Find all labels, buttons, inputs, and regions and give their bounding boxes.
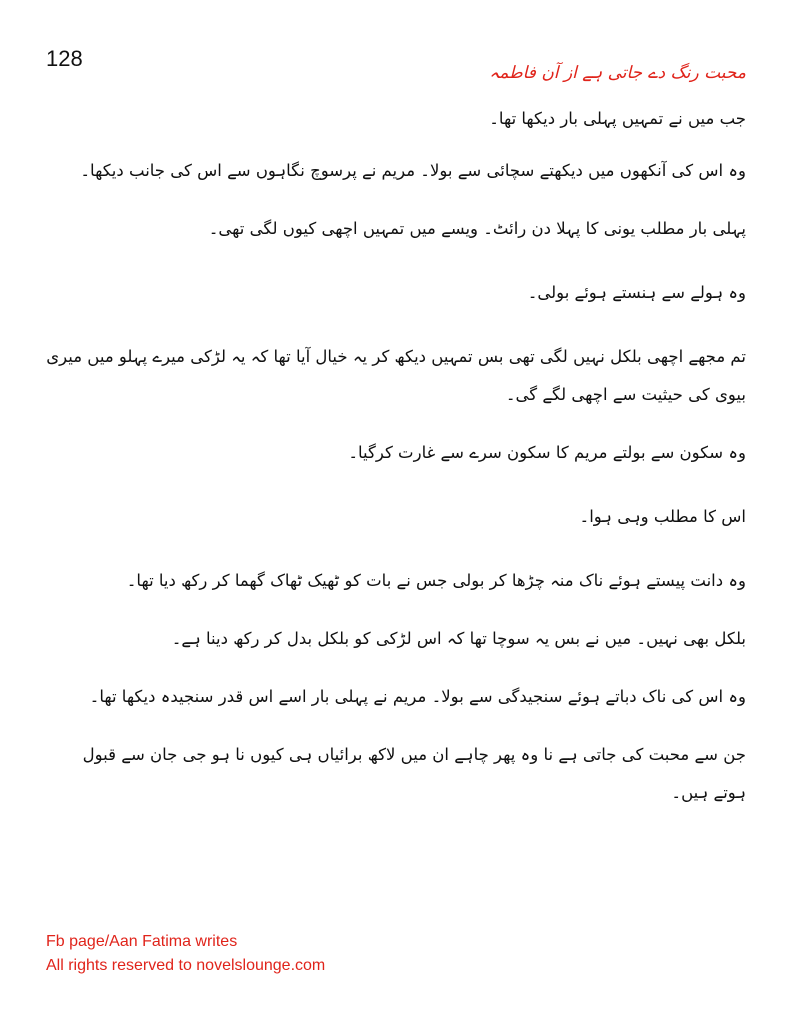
paragraph: پہلی بار مطلب یونی کا پہلا دن رائٹ۔ ویسے میں تمہیں اچھی کیوں لگی تھی۔: [208, 219, 746, 238]
paragraph: جن سے محبت کی جاتی ہے نا وہ پھر چاہے ان میں لاکھ برائیاں ہی کیوں نا ہو جی جان سے قبول ہوتے ہیں۔: [82, 745, 746, 802]
footer-copyright: All rights reserved to novelslounge.com: [46, 957, 326, 974]
page-number: 128: [46, 46, 83, 71]
paragraph: وہ دانت پیستے ہوئے ناک منہ چڑھا کر بولی جس نے بات کو ٹھیک ٹھاک گھما کر رکھ دیا تھا۔: [126, 571, 746, 590]
paragraph: تم مجھے اچھی بلکل نہیں لگی تھی بس تمہیں دیکھ کر یہ خیال آیا تھا کہ یہ لڑکی میرے پہلو میں میری بیوی کی حیثیت سے اچھی لگے گی۔: [46, 347, 746, 404]
paragraph: وہ اس کی ناک دباتے ہوئے سنجیدگی سے بولا۔ مریم نے پہلی بار اسے اس قدر سنجیدہ دیکھا تھا۔: [89, 687, 746, 706]
running-title: محبت رنگ دے جاتی ہے از آن فاطمہ: [489, 63, 746, 83]
paragraph: بلکل بھی نہیں۔ میں نے بس یہ سوچا تھا کہ اس لڑکی کو بلکل بدل کر رکھ دینا ہے۔: [171, 629, 746, 648]
paragraph: وہ اس کی آنکھوں میں دیکھتے سچائی سے بولا۔ مریم نے پرسوچ نگاہوں سے اس کی جانب دیکھا۔: [80, 161, 746, 180]
story-body: [46, 100, 746, 812]
paragraph: اس کا مطلب وہی ہوا۔: [579, 507, 746, 526]
footer-fb-page: Fb page/Aan Fatima writes: [46, 933, 238, 950]
footer-credits: [46, 930, 325, 978]
paragraph: جب میں نے تمہیں پہلی بار دیکھا تھا۔: [489, 109, 746, 128]
paragraph: وہ ہولے سے ہنستے ہوئے بولی۔: [527, 283, 746, 302]
paragraph: وہ سکون سے بولتے مریم کا سکون سرے سے غارت کرگیا۔: [348, 443, 746, 462]
